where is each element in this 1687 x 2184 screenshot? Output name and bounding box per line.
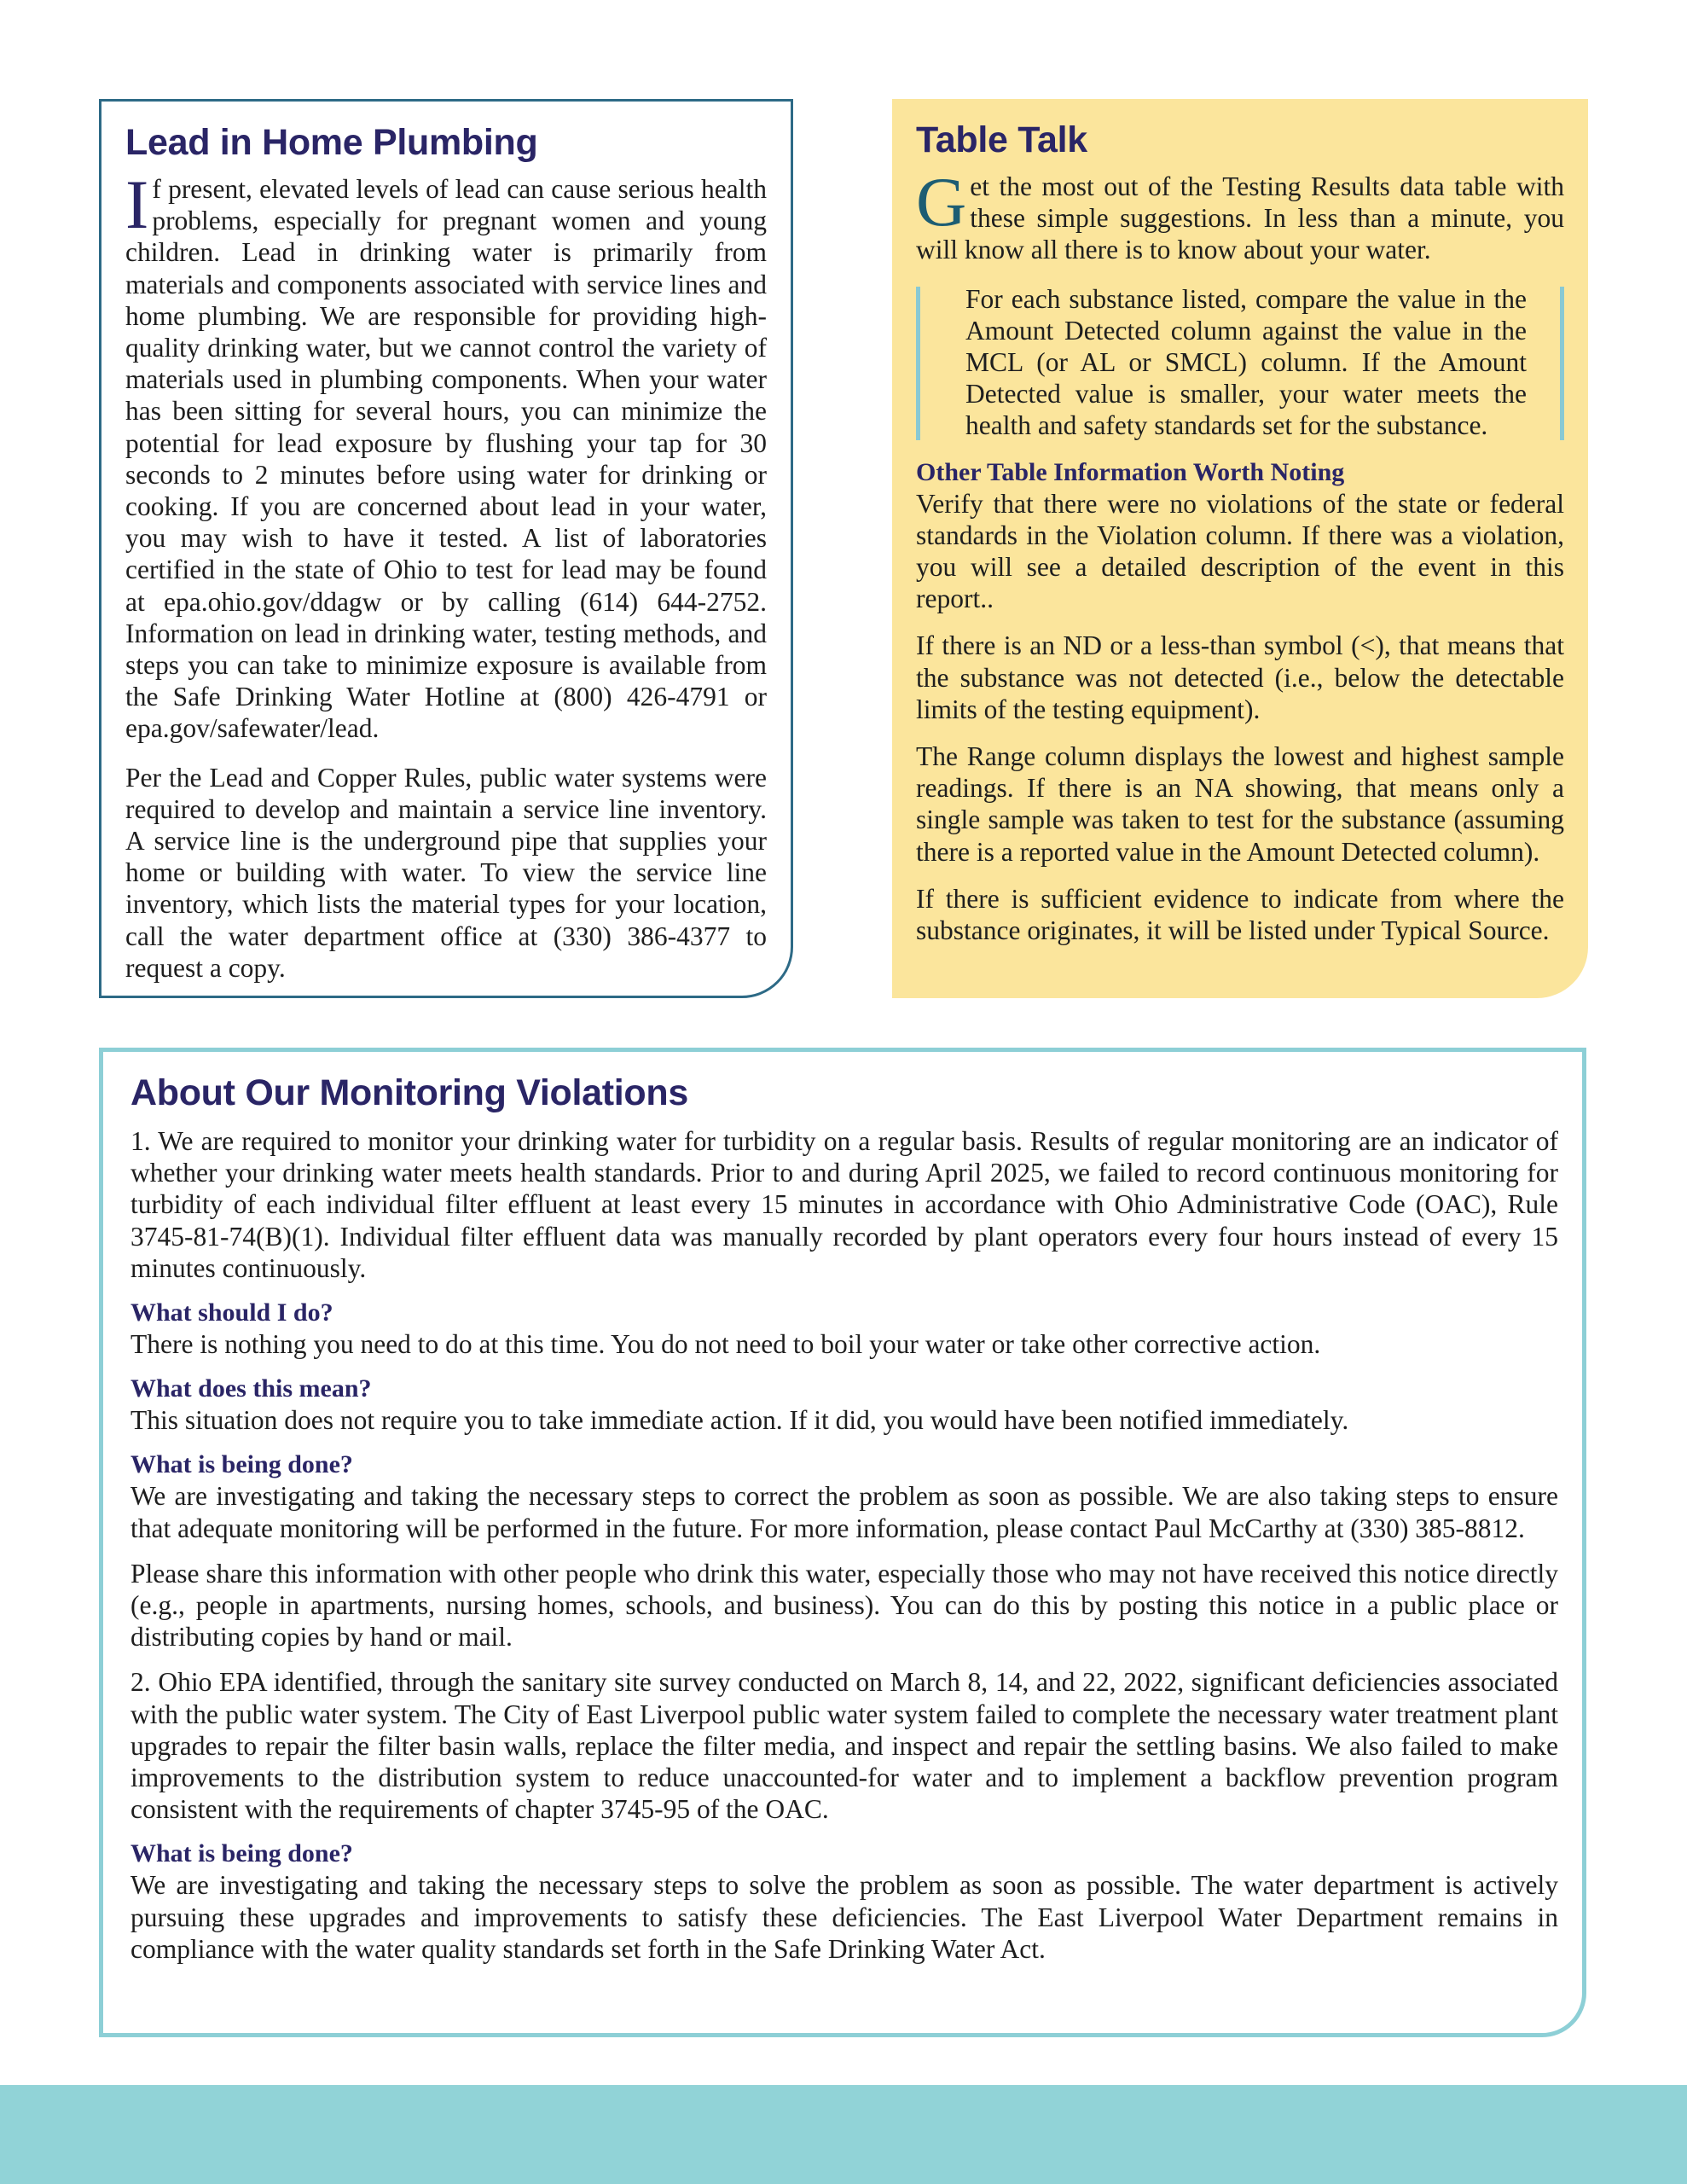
q2-heading: What does this mean? [130, 1374, 372, 1403]
lead-dropcap: I [125, 166, 149, 243]
table-talk-paragraph: The Range column displays the lowest and highest sample readings. If there is an NA showing, that means only a single sample was taken to test for the substance (assuming there is a reported value in the Amount Detected column). [916, 741, 1564, 867]
q2-text: This situation does not require you to take immediate action. If it did, you would have been notified immediately. [130, 1405, 1349, 1436]
q3-text: We are investigating and taking the necessary steps to correct the problem as soon as possible. We are also taking steps to ensure that adequate monitoring will be performed in the future. For more information, please contact Paul McCarthy at (330) 385-8812. [130, 1481, 1558, 1543]
lead-section-title: Lead in Home Plumbing [125, 122, 538, 163]
q1-text: There is nothing you need to do at this time. You do not need to boil your water or take other corrective action. [130, 1329, 1321, 1360]
other-table-info-heading: Other Table Information Worth Noting [916, 457, 1345, 486]
share-notice-text: Please share this information with other people who drink this water, especially those who may not have received this notice directly (e.g., people in apartments, nursing homes, schools, and business). You can do this by posting this notice in a public place or distributing copies by hand or mail. [130, 1558, 1558, 1653]
question-what-is-being-done-2 [130, 1838, 1558, 1965]
lead-in-home-plumbing-box [99, 99, 793, 998]
table-talk-paragraph: If there is an ND or a less-than symbol (<), that means that the substance was not detected (i.e., below the detectable limits of the testing equipment). [916, 630, 1564, 724]
table-talk-intro-text: et the most out of the Testing Results data table with these simple suggestions. In less than a minute, you will know all there is to know about your water. [916, 171, 1564, 265]
q4-text: We are investigating and taking the necessary steps to solve the problem as soon as possible. The water department is actively pursuing these upgrades and improvements to satisfy these deficiencies. The East Liverpool Water Department remains in compliance with the water quality standards set forth in the Safe Drinking Water Act. [130, 1870, 1558, 1964]
table-talk-paragraph: If there is sufficient evidence to indicate from where the substance originates, it will be listed under Typical Source. [916, 883, 1564, 946]
q4-heading: What is being done? [130, 1839, 353, 1868]
question-what-is-being-done-1 [130, 1449, 1558, 1543]
question-what-should-i-do [130, 1298, 1558, 1360]
callout-text: For each substance listed, compare the value in the Amount Detected column against the value in the MCL (or AL or SMCL) column. If the Amount Detected value is smaller, your water meets the health and safety standards set for the substance. [965, 283, 1527, 441]
table-talk-intro [916, 163, 1564, 266]
violations-title: About Our Monitoring Violations [130, 1072, 688, 1113]
lead-paragraph-1 [125, 166, 767, 745]
table-talk-box [892, 99, 1588, 998]
table-talk-title: Table Talk [916, 119, 1087, 160]
violation-item-1: 1. We are required to monitor your drinking water for turbidity on a regular basis. Results of regular monitoring are an indicator of whether your drinking water meets health standards. Prior to and during April 2025, we failed to record continuous monitoring for turbidity of each individual filter effluent at least every 15 minutes in accordance with Ohio Administrative Code (OAC), Rule 3745-81-74(B)(1). Individual filter effluent data was manually recorded by plant operators every four hours instead of every 15 minutes continuously. [130, 1126, 1558, 1283]
lead-paragraph-1-text: f present, elevated levels of lead can cause serious health problems, especially for pregnant women and young children. Lead in drinking water is primarily from materials and components associated with service lines and home plumbing. We are responsible for providing high-quality drinking water, but we cannot control the variety of materials used in plumbing components. When your water has been sitting for several hours, you can minimize the potential for lead exposure by flushing your tap for 30 seconds to 2 minutes before using water for drinking or cooking. If you are concerned about lead in your water, you may wish to have it tested. A list of laboratories certified in the state of Ohio to test for lead may be found at epa.ohio.gov/ddagw or by calling (614) 644-2752. Information on lead in drinking water, testing methods, and steps you can take to minimize exposure is available from the Safe Drinking Water Hotline at (800) 426-4791 or epa.gov/safewater/lead. [125, 174, 767, 744]
q1-heading: What should I do? [130, 1298, 333, 1327]
footer-band [0, 2085, 1687, 2184]
table-talk-callout [916, 283, 1564, 442]
monitoring-violations-box [99, 1048, 1586, 2037]
table-talk-paragraph: Verify that there were no violations of the state or federal standards in the Violation column. If there was a violation, you will see a detailed description of the event in this report.. [916, 488, 1564, 614]
q3-heading: What is being done? [130, 1450, 353, 1479]
question-what-does-this-mean [130, 1374, 1558, 1436]
violation-item-2: 2. Ohio EPA identified, through the sanitary site survey conducted on March 8, 14, and 22, 2022, significant deficiencies associated with the public water system. The City of East Liverpool public water system failed to complete the necessary water treatment plant upgrades to repair the filter basin walls, replace the filter media, and inspect and repair the settling basins. We also failed to make improvements to the distribution system to reduce unaccounted-for water and to implement a backflow prevention program consistent with the requirements of chapter 3745-95 of the OAC. [130, 1667, 1558, 1825]
table-talk-dropcap: G [916, 163, 967, 241]
lead-paragraph-2: Per the Lead and Copper Rules, public water systems were required to develop and maintain a service line inventory. A service line is the underground pipe that supplies your home or building with water. To view the service line inventory, which lists the material types for your location, call the water department office at (330) 386-4377 to request a copy. [125, 762, 767, 983]
